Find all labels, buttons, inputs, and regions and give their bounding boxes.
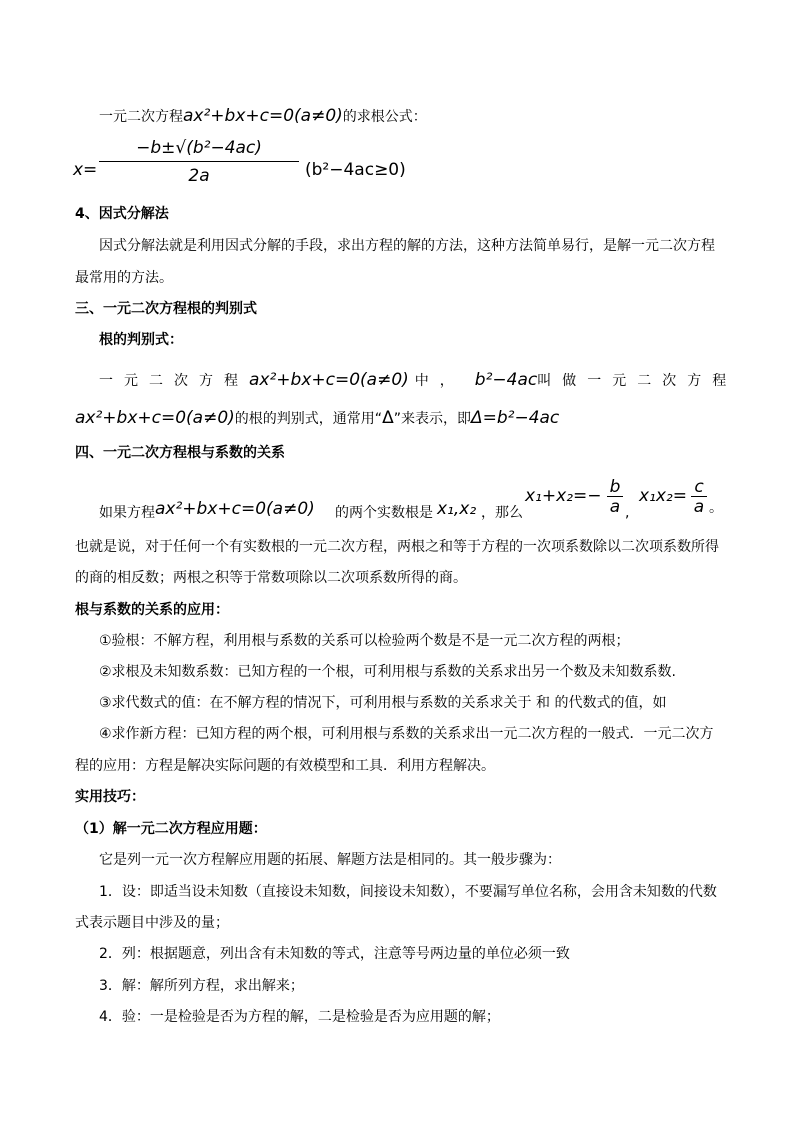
vieta-roots: x₁,x₂ xyxy=(437,499,477,519)
application-item-2: ②求根及未知数系数：已知方程的一个根，可利用根与系数的关系求出另一个数及未知数系数. xyxy=(99,664,676,680)
vieta-prod-lhs: x₁x₂= xyxy=(639,486,687,506)
application-item-3: ③求代数式的值：在不解方程的情况下，可利用根与系数的关系求关于 和 的代数式的值，如 xyxy=(99,695,667,711)
factoring-line-1: 因式分解法就是利用因式分解的手段，求出方程的解的方法，这种方法简单易行，是解一元二次方程 xyxy=(99,238,715,254)
tips-step-2: 2．列：根据题意，列出含有未知数的等式，注意等号两边量的单位必须一致 xyxy=(99,946,570,962)
application-item-4-line-2: 程的应用：方程是解决实际问题的有效模型和工具．利用方程解决。 xyxy=(75,758,495,774)
application-item-1: ①验根：不解方程，利用根与系数的关系可以检验两个数是不是一元二次方程的两根； xyxy=(99,633,630,649)
tips-intro: 它是列一元一次方程解应用题的拓展、解题方法是相同的。其一般步骤为： xyxy=(99,852,561,868)
vieta-prod-den: a xyxy=(693,497,705,517)
formula-intro-prefix: 一元二次方程 xyxy=(99,109,183,125)
tips-step-1-line-2: 式表示题目中涉及的量； xyxy=(75,915,229,931)
root-formula-denominator: 2a xyxy=(188,166,210,186)
applications-heading: 根与系数的关系的应用： xyxy=(75,602,229,618)
vieta-sum-lhs: x₁+x₂=− xyxy=(525,486,602,506)
vieta-prod-fraction xyxy=(691,478,707,517)
discriminant-formula: Δ=b²−4ac xyxy=(470,408,560,428)
formula-intro-equation: ax²+bx+c=0(a≠0) xyxy=(183,106,343,126)
discriminant-line1-eq: ax²+bx+c=0(a≠0) xyxy=(249,370,409,390)
discriminant-subheading: 根的判别式： xyxy=(99,332,183,348)
formula-intro-suffix: 的求根公式： xyxy=(342,109,427,125)
tips-subheading: （1）解一元二次方程应用题： xyxy=(75,821,267,837)
tips-step-4: 4．验：一是检验是否为方程的解，二是检验是否为应用题的解； xyxy=(99,1009,500,1025)
vieta-end-mark: 。 xyxy=(709,500,723,516)
discriminant-line1-prefix: 一元二次方程 xyxy=(99,373,249,389)
tips-heading: 实用技巧： xyxy=(75,789,145,805)
discriminant-symbol: Δ xyxy=(382,408,394,428)
vieta-sum-num: b xyxy=(607,478,623,497)
discriminant-line1-mid: 中， xyxy=(414,373,465,389)
discriminant-line2-mid: 的根的判别式，通常用“ xyxy=(234,411,383,427)
discriminant-line1-suffix: 叫做一元二次方程 xyxy=(537,373,738,389)
vieta-line1-mid: 的两个实数根是 xyxy=(335,505,433,521)
vieta-line-2: 也就是说，对于任何一个有实数根的一元二次方程，两根之和等于方程的一次项系数除以二次项系数所得 xyxy=(75,539,719,555)
vieta-line-3: 的商的相反数；两根之积等于常数项除以二次项系数所得的商。 xyxy=(75,570,467,586)
formula-intro-line xyxy=(99,106,427,127)
tips-step-3: 3．解：解所列方程，求出解来； xyxy=(99,978,304,994)
vieta-prod-num: c xyxy=(691,478,707,497)
application-item-4-line-1: ④求作新方程：已知方程的两个根，可利用根与系数的关系求出一元二次方程的一般式．一元二次方 xyxy=(99,726,714,742)
root-formula-condition: (b²−4ac≥0) xyxy=(305,160,406,180)
vieta-sum-den: a xyxy=(609,497,621,517)
vieta-line1-eq: ax²+bx+c=0(a≠0) xyxy=(155,499,315,519)
factoring-heading: 4、因式分解法 xyxy=(75,206,169,222)
vieta-sum-fraction xyxy=(607,478,623,517)
discriminant-line2-mid2: ”来表示，即 xyxy=(393,411,471,427)
vieta-line1-prefix: 如果方程 xyxy=(99,505,155,521)
vieta-heading: 四、一元二次方程根与系数的关系 xyxy=(75,445,285,461)
root-formula-lhs: x= xyxy=(73,160,98,180)
discriminant-line-2 xyxy=(75,408,559,429)
vieta-line1-mid2: ，那么 xyxy=(481,505,523,521)
tips-step-1-line-1: 1．设：即适当设未知数（直接设未知数，间接设未知数），不要漏写单位名称，会用含未知数的代数 xyxy=(99,884,717,900)
discriminant-line2-eq: ax²+bx+c=0(a≠0) xyxy=(75,408,235,428)
discriminant-line-1 xyxy=(99,370,737,391)
discriminant-heading: 三、一元二次方程根的判别式 xyxy=(75,301,257,317)
discriminant-line1-expr: b²−4ac xyxy=(474,370,538,390)
factoring-line-2: 最常用的方法。 xyxy=(75,270,173,286)
root-formula-numerator: −b±√(b²−4ac) xyxy=(99,135,299,162)
root-formula-fraction xyxy=(99,135,299,188)
